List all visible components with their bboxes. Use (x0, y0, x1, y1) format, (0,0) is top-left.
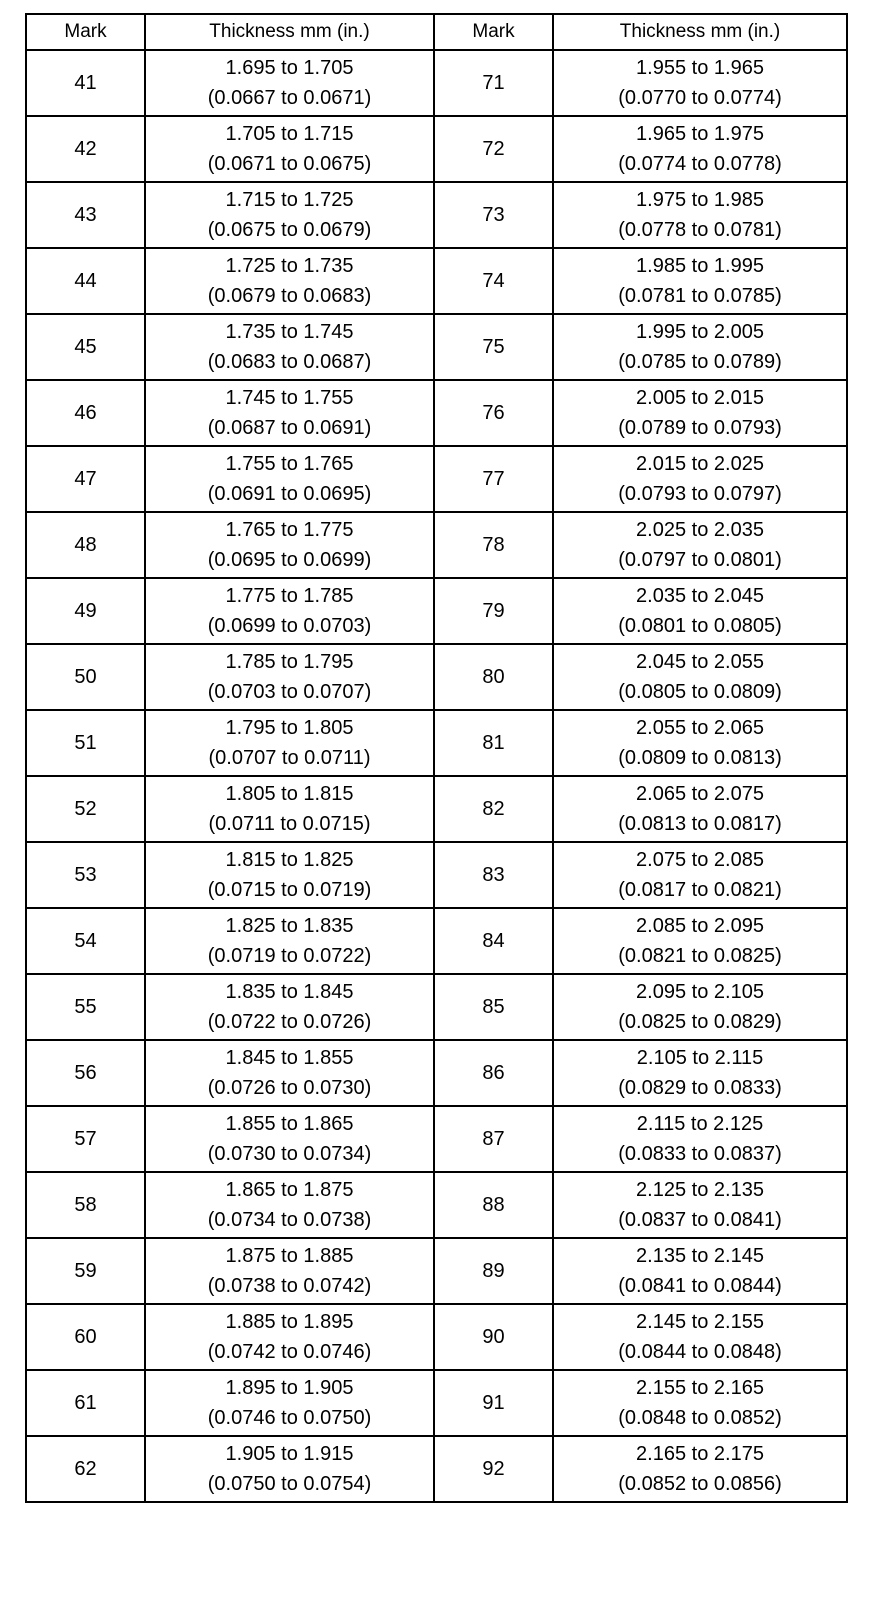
thickness-in: (0.0844 to 0.0848) (618, 1341, 782, 1363)
thickness-mm: 2.155 to 2.165 (636, 1377, 764, 1399)
thickness-in: (0.0833 to 0.0837) (618, 1143, 782, 1165)
thickness-cell-right (553, 1436, 847, 1502)
table-row (26, 908, 847, 974)
thickness-cell-left (145, 182, 434, 248)
thickness-cell-left (145, 1106, 434, 1172)
thickness-in: (0.0695 to 0.0699) (207, 549, 372, 571)
table-row (26, 1436, 847, 1502)
thickness-mm: 2.065 to 2.075 (636, 783, 764, 805)
mark-cell-right: 85 (434, 974, 553, 1040)
thickness-in: (0.0817 to 0.0821) (618, 879, 782, 901)
mark-cell-right: 89 (434, 1238, 553, 1304)
thickness-cell-left (145, 1370, 434, 1436)
thickness-in: (0.0785 to 0.0789) (618, 351, 782, 373)
header-thickness-left: Thickness mm (in.) (145, 14, 434, 50)
thickness-in: (0.0789 to 0.0793) (618, 417, 782, 439)
thickness-mm: 1.715 to 1.725 (225, 189, 354, 211)
mark-cell-left: 45 (26, 314, 145, 380)
thickness-in: (0.0774 to 0.0778) (618, 153, 782, 175)
thickness-in: (0.0797 to 0.0801) (618, 549, 782, 571)
thickness-cell-left (145, 1436, 434, 1502)
thickness-mm: 1.885 to 1.895 (225, 1311, 354, 1333)
mark-cell-left: 41 (26, 50, 145, 116)
mark-cell-left: 47 (26, 446, 145, 512)
thickness-cell-right (553, 710, 847, 776)
mark-cell-left: 54 (26, 908, 145, 974)
thickness-cell-left (145, 776, 434, 842)
thickness-mm: 1.905 to 1.915 (225, 1443, 354, 1465)
table-row (26, 1106, 847, 1172)
thickness-cell-right (553, 512, 847, 578)
table-row (26, 248, 847, 314)
thickness-mm: 2.145 to 2.155 (636, 1311, 764, 1333)
thickness-cell-right (553, 842, 847, 908)
mark-cell-right: 71 (434, 50, 553, 116)
table-row (26, 50, 847, 116)
mark-cell-left: 46 (26, 380, 145, 446)
thickness-mm: 2.105 to 2.115 (636, 1047, 764, 1069)
thickness-cell-left (145, 314, 434, 380)
mark-cell-right: 77 (434, 446, 553, 512)
thickness-mm: 1.775 to 1.785 (225, 585, 354, 607)
table-row (26, 446, 847, 512)
thickness-in: (0.0809 to 0.0813) (618, 747, 782, 769)
thickness-mm: 2.035 to 2.045 (636, 585, 764, 607)
thickness-cell-right (553, 974, 847, 1040)
thickness-mm: 1.995 to 2.005 (636, 321, 764, 343)
table-header-row (26, 14, 847, 50)
mark-cell-left: 58 (26, 1172, 145, 1238)
mark-cell-right: 72 (434, 116, 553, 182)
table-row (26, 1172, 847, 1238)
thickness-cell-right (553, 116, 847, 182)
table-row (26, 1238, 847, 1304)
thickness-mm: 2.025 to 2.035 (636, 519, 764, 541)
mark-cell-left: 51 (26, 710, 145, 776)
thickness-mm: 1.835 to 1.845 (225, 981, 354, 1003)
thickness-cell-left (145, 710, 434, 776)
mark-cell-right: 88 (434, 1172, 553, 1238)
thickness-cell-right (553, 578, 847, 644)
thickness-cell-right (553, 1304, 847, 1370)
table-row (26, 380, 847, 446)
table-row (26, 512, 847, 578)
thickness-cell-left (145, 1304, 434, 1370)
table-row (26, 578, 847, 644)
mark-cell-left: 59 (26, 1238, 145, 1304)
thickness-in: (0.0699 to 0.0703) (207, 615, 372, 637)
thickness-in: (0.0703 to 0.0707) (207, 681, 372, 703)
table-row (26, 644, 847, 710)
table-row (26, 314, 847, 380)
mark-cell-right: 78 (434, 512, 553, 578)
thickness-cell-left (145, 1238, 434, 1304)
thickness-mm: 1.695 to 1.705 (225, 57, 354, 79)
mark-cell-right: 74 (434, 248, 553, 314)
thickness-mm: 1.955 to 1.965 (636, 57, 764, 79)
thickness-mm: 1.805 to 1.815 (225, 783, 354, 805)
thickness-in: (0.0750 to 0.0754) (207, 1473, 372, 1495)
mark-cell-right: 86 (434, 1040, 553, 1106)
mark-cell-right: 73 (434, 182, 553, 248)
thickness-mm: 1.735 to 1.745 (225, 321, 354, 343)
thickness-in: (0.0679 to 0.0683) (207, 285, 372, 307)
mark-cell-right: 83 (434, 842, 553, 908)
thickness-mm: 2.135 to 2.145 (636, 1245, 764, 1267)
thickness-mm: 1.765 to 1.775 (225, 519, 354, 541)
thickness-in: (0.0719 to 0.0722) (207, 945, 372, 967)
thickness-cell-right (553, 1040, 847, 1106)
thickness-in: (0.0687 to 0.0691) (207, 417, 372, 439)
thickness-in: (0.0801 to 0.0805) (618, 615, 782, 637)
mark-cell-right: 82 (434, 776, 553, 842)
thickness-cell-right (553, 1370, 847, 1436)
thickness-in: (0.0770 to 0.0774) (618, 87, 782, 109)
thickness-mm: 1.895 to 1.905 (225, 1377, 354, 1399)
mark-cell-left: 55 (26, 974, 145, 1040)
mark-cell-right: 87 (434, 1106, 553, 1172)
thickness-in: (0.0781 to 0.0785) (618, 285, 782, 307)
thickness-cell-left (145, 116, 434, 182)
thickness-cell-right (553, 908, 847, 974)
thickness-mm: 1.965 to 1.975 (636, 123, 764, 145)
thickness-mm: 1.795 to 1.805 (225, 717, 354, 739)
thickness-in: (0.0715 to 0.0719) (207, 879, 372, 901)
thickness-in: (0.0691 to 0.0695) (207, 483, 372, 505)
thickness-mm: 1.875 to 1.885 (225, 1245, 354, 1267)
thickness-mm: 1.815 to 1.825 (225, 849, 354, 871)
mark-cell-left: 61 (26, 1370, 145, 1436)
thickness-mm: 2.005 to 2.015 (636, 387, 764, 409)
thickness-in: (0.0778 to 0.0781) (618, 219, 782, 241)
mark-cell-left: 57 (26, 1106, 145, 1172)
thickness-in: (0.0793 to 0.0797) (618, 483, 782, 505)
thickness-in: (0.0738 to 0.0742) (207, 1275, 372, 1297)
thickness-in: (0.0722 to 0.0726) (207, 1011, 372, 1033)
mark-cell-left: 49 (26, 578, 145, 644)
thickness-cell-right (553, 446, 847, 512)
thickness-in: (0.0707 to 0.0711) (208, 747, 371, 769)
thickness-cell-left (145, 50, 434, 116)
thickness-mm: 1.975 to 1.985 (636, 189, 764, 211)
mark-cell-right: 90 (434, 1304, 553, 1370)
thickness-in: (0.0813 to 0.0817) (618, 813, 782, 835)
thickness-in: (0.0711 to 0.0715) (208, 813, 371, 835)
mark-cell-right: 76 (434, 380, 553, 446)
thickness-cell-right (553, 182, 847, 248)
mark-cell-left: 60 (26, 1304, 145, 1370)
mark-cell-right: 84 (434, 908, 553, 974)
thickness-cell-right (553, 314, 847, 380)
thickness-cell-left (145, 578, 434, 644)
thickness-in: (0.0852 to 0.0856) (618, 1473, 782, 1495)
mark-cell-right: 81 (434, 710, 553, 776)
thickness-mm: 2.125 to 2.135 (636, 1179, 764, 1201)
thickness-in: (0.0675 to 0.0679) (207, 219, 372, 241)
thickness-cell-left (145, 380, 434, 446)
thickness-cell-right (553, 644, 847, 710)
thickness-in: (0.0667 to 0.0671) (207, 87, 372, 109)
header-thickness-right: Thickness mm (in.) (553, 14, 847, 50)
thickness-in: (0.0848 to 0.0852) (618, 1407, 782, 1429)
mark-cell-left: 53 (26, 842, 145, 908)
thickness-mm: 2.015 to 2.025 (636, 453, 764, 475)
table-row (26, 1304, 847, 1370)
thickness-table (25, 13, 848, 1503)
thickness-in: (0.0734 to 0.0738) (207, 1209, 372, 1231)
thickness-mm: 1.865 to 1.875 (225, 1179, 354, 1201)
thickness-mm: 1.785 to 1.795 (225, 651, 354, 673)
thickness-cell-right (553, 50, 847, 116)
thickness-in: (0.0730 to 0.0734) (207, 1143, 372, 1165)
thickness-mm: 1.725 to 1.735 (225, 255, 354, 277)
thickness-in: (0.0726 to 0.0730) (207, 1077, 372, 1099)
thickness-mm: 2.075 to 2.085 (636, 849, 764, 871)
table-row (26, 974, 847, 1040)
mark-cell-left: 50 (26, 644, 145, 710)
thickness-cell-left (145, 1172, 434, 1238)
thickness-in: (0.0821 to 0.0825) (618, 945, 782, 967)
thickness-cell-right (553, 248, 847, 314)
table-row (26, 1040, 847, 1106)
mark-cell-left: 62 (26, 1436, 145, 1502)
thickness-cell-left (145, 842, 434, 908)
thickness-mm: 2.085 to 2.095 (636, 915, 764, 937)
mark-cell-right: 80 (434, 644, 553, 710)
mark-cell-left: 42 (26, 116, 145, 182)
thickness-mm: 1.855 to 1.865 (225, 1113, 354, 1135)
thickness-cell-right (553, 776, 847, 842)
mark-cell-left: 52 (26, 776, 145, 842)
thickness-mm: 2.115 to 2.125 (636, 1113, 764, 1135)
table-row (26, 776, 847, 842)
thickness-mm: 2.095 to 2.105 (636, 981, 764, 1003)
table-row (26, 182, 847, 248)
mark-cell-right: 79 (434, 578, 553, 644)
thickness-cell-left (145, 1040, 434, 1106)
thickness-mm: 1.745 to 1.755 (225, 387, 354, 409)
thickness-in: (0.0837 to 0.0841) (618, 1209, 782, 1231)
thickness-mm: 2.165 to 2.175 (636, 1443, 764, 1465)
thickness-cell-right (553, 1172, 847, 1238)
mark-cell-left: 56 (26, 1040, 145, 1106)
table-row (26, 842, 847, 908)
thickness-mm: 1.825 to 1.835 (225, 915, 354, 937)
table-row (26, 116, 847, 182)
thickness-mm: 1.755 to 1.765 (225, 453, 354, 475)
thickness-in: (0.0825 to 0.0829) (618, 1011, 782, 1033)
thickness-in: (0.0671 to 0.0675) (207, 153, 372, 175)
thickness-mm: 1.705 to 1.715 (225, 123, 354, 145)
thickness-cell-left (145, 248, 434, 314)
thickness-in: (0.0805 to 0.0809) (618, 681, 782, 703)
thickness-cell-left (145, 644, 434, 710)
thickness-mm: 1.985 to 1.995 (636, 255, 764, 277)
thickness-in: (0.0746 to 0.0750) (207, 1407, 372, 1429)
mark-cell-left: 44 (26, 248, 145, 314)
table-body (26, 50, 847, 1502)
mark-cell-left: 43 (26, 182, 145, 248)
thickness-in: (0.0742 to 0.0746) (207, 1341, 372, 1363)
thickness-cell-left (145, 908, 434, 974)
thickness-cell-right (553, 1238, 847, 1304)
thickness-cell-left (145, 512, 434, 578)
header-mark-right: Mark (434, 14, 553, 50)
thickness-cell-left (145, 974, 434, 1040)
thickness-mm: 2.055 to 2.065 (636, 717, 764, 739)
thickness-in: (0.0841 to 0.0844) (618, 1275, 782, 1297)
thickness-mm: 1.845 to 1.855 (225, 1047, 354, 1069)
thickness-mm: 2.045 to 2.055 (636, 651, 764, 673)
thickness-cell-left (145, 446, 434, 512)
thickness-in: (0.0683 to 0.0687) (207, 351, 372, 373)
mark-cell-right: 91 (434, 1370, 553, 1436)
mark-cell-left: 48 (26, 512, 145, 578)
thickness-in: (0.0829 to 0.0833) (618, 1077, 782, 1099)
thickness-cell-right (553, 380, 847, 446)
table-row (26, 710, 847, 776)
table-row (26, 1370, 847, 1436)
thickness-cell-right (553, 1106, 847, 1172)
mark-cell-right: 75 (434, 314, 553, 380)
header-mark-left: Mark (26, 14, 145, 50)
mark-cell-right: 92 (434, 1436, 553, 1502)
